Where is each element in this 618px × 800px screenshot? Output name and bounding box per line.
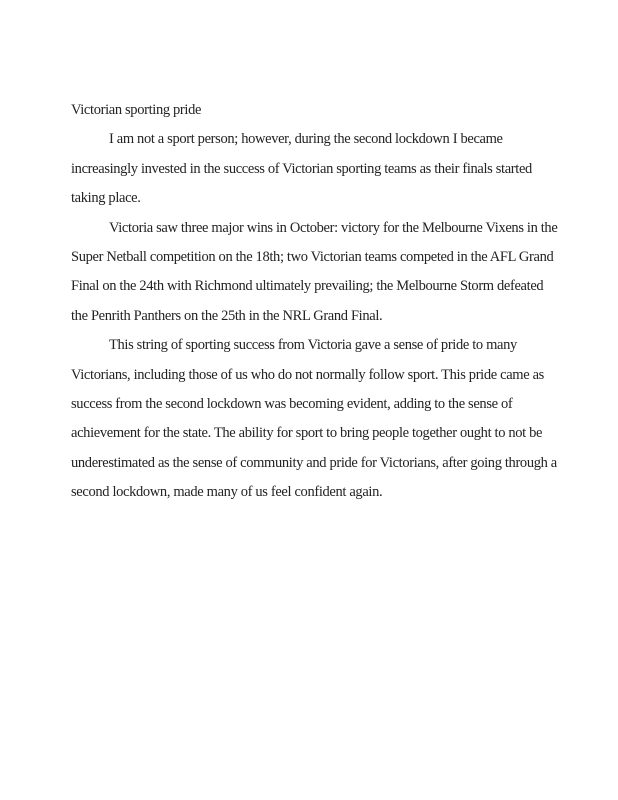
text-line: underestimated as the sense of community and pride for Victorians, after going through a — [71, 454, 557, 471]
text-line: increasingly invested in the success of Victorian sporting teams as their finals started — [71, 160, 532, 177]
text-line: second lockdown, made many of us feel confident again. — [71, 484, 383, 501]
text-line: Final on the 24th with Richmond ultimately prevailing; the Melbourne Storm defeated — [71, 278, 544, 295]
text-line: I am not a sport person; however, during the second lockdown I became — [109, 131, 503, 148]
document-text-block — [71, 96, 571, 507]
text-line: Victoria saw three major wins in October: victory for the Melbourne Vixens in the — [109, 219, 558, 236]
paragraph-2 — [71, 214, 571, 332]
document-title: Victorian sporting pride — [71, 102, 202, 118]
text-line: This string of sporting success from Victoria gave a sense of pride to many — [109, 337, 517, 354]
paragraph-1 — [71, 125, 571, 213]
text-line: success from the second lockdown was becoming evident, adding to the sense of — [71, 395, 513, 412]
text-line: Victorians, including those of us who do not normally follow sport. This pride came as — [71, 366, 544, 383]
text-line: the Penrith Panthers on the 25th in the NRL Grand Final. — [71, 307, 383, 324]
text-line: achievement for the state. The ability for sport to bring people together ought to not be — [71, 425, 543, 442]
paragraph-3 — [71, 331, 571, 507]
text-line: Super Netball competition on the 18th; two Victorian teams competed in the AFL Grand — [71, 248, 554, 265]
text-line: taking place. — [71, 190, 141, 207]
